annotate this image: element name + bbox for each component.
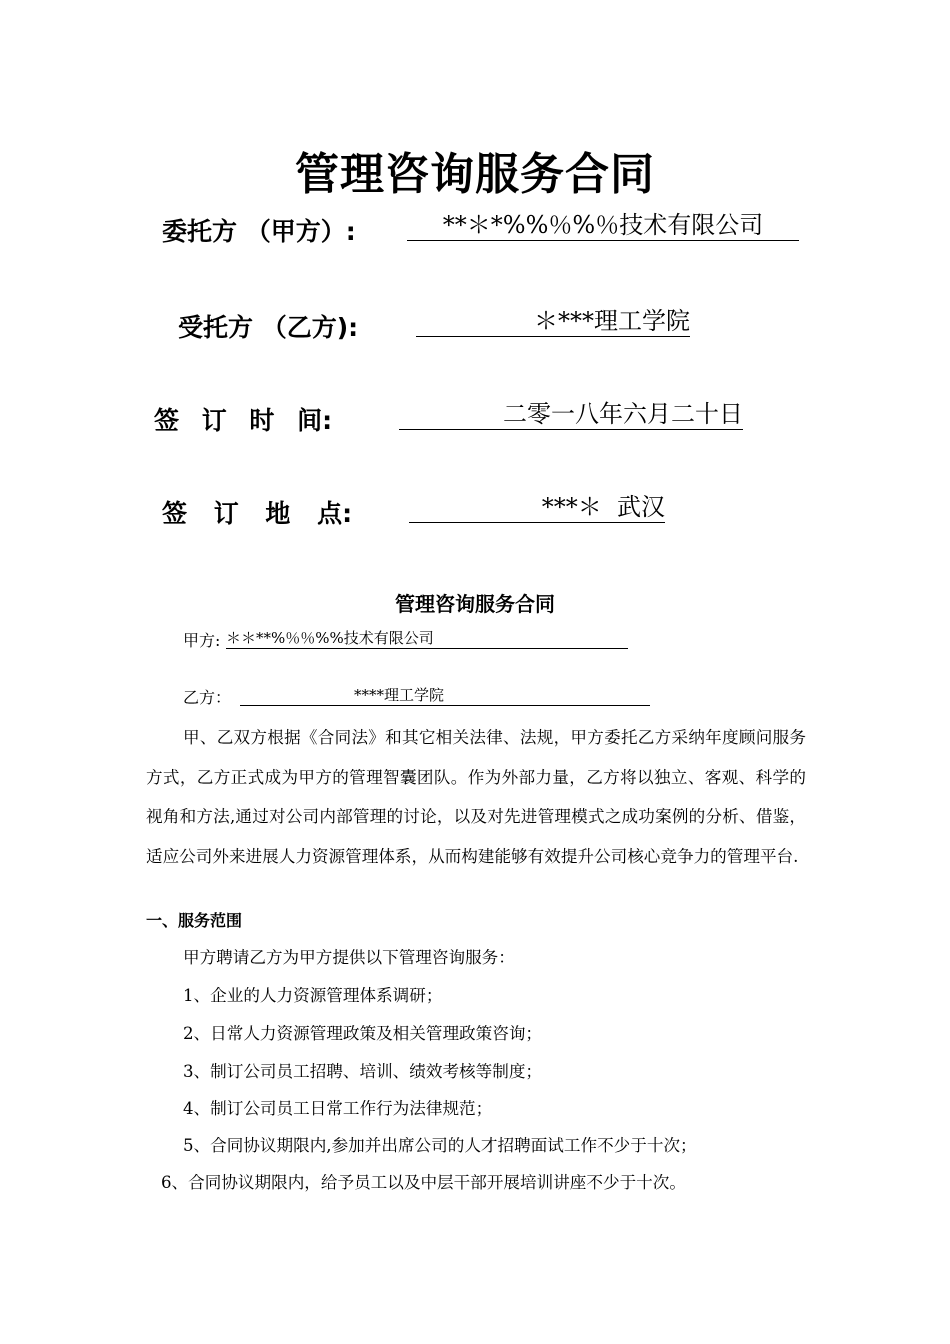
party-b-value: ****理工学院: [240, 685, 650, 706]
list-item: 3、制订公司员工招聘、培训、绩效考核等制度；: [183, 1062, 543, 1081]
client-value: **＊*%%％%％技术有限公司: [407, 210, 799, 241]
place-label: 签 订 地 点:: [162, 499, 353, 528]
party-b-label: 乙方：: [183, 688, 232, 707]
cover-title: 管理咨询服务合同: [295, 149, 655, 200]
list-item: 5、合同协议期限内,参加并出席公司的人才招聘面试工作不少于十次；: [183, 1136, 697, 1155]
list-item: 4、制订公司员工日常工作行为法律规范；: [183, 1099, 493, 1118]
section-heading-service-scope: 一、服务范围: [146, 911, 243, 930]
date-label: 签 订 时 间:: [154, 406, 333, 435]
party-a-value: ＊＊**%％％%%技术有限公司: [226, 628, 628, 649]
section-intro: 甲方聘请乙方为甲方提供以下管理咨询服务：: [183, 948, 515, 967]
date-value: 二零一八年六月二十日: [399, 399, 743, 430]
place-value: ***＊ 武汉: [409, 492, 665, 523]
client-label: 委托方 （甲方）:: [162, 217, 356, 246]
list-item: 1、企业的人力资源管理体系调研；: [183, 986, 443, 1005]
contractor-label: 受托方 （乙方):: [178, 313, 359, 342]
intro-paragraph: 甲、乙双方根据《合同法》和其它相关法律、法规，甲方委托乙方采纳年度顾问服务方式，乙方正式成为甲方的管理智囊团队。作为外部力量，乙方将以独立、客观、科学的视角和方法,通过对公司内部管理的讨论，以及对先进管理模式之成功案例的分析、借鉴，适应公司外来进展人力资源管理体系，从而构建能够有效提升公司核心竞争力的管理平台.: [146, 728, 806, 866]
section-title: 管理咨询服务合同: [395, 592, 555, 616]
contractor-value: ＊***理工学院: [416, 306, 690, 337]
list-item: 6、合同协议期限内，给予员工以及中层干部开展培训讲座不少于十次。: [161, 1173, 686, 1192]
party-a-label: 甲方:: [183, 631, 221, 650]
list-item: 2、日常人力资源管理政策及相关管理政策咨询；: [183, 1024, 543, 1043]
